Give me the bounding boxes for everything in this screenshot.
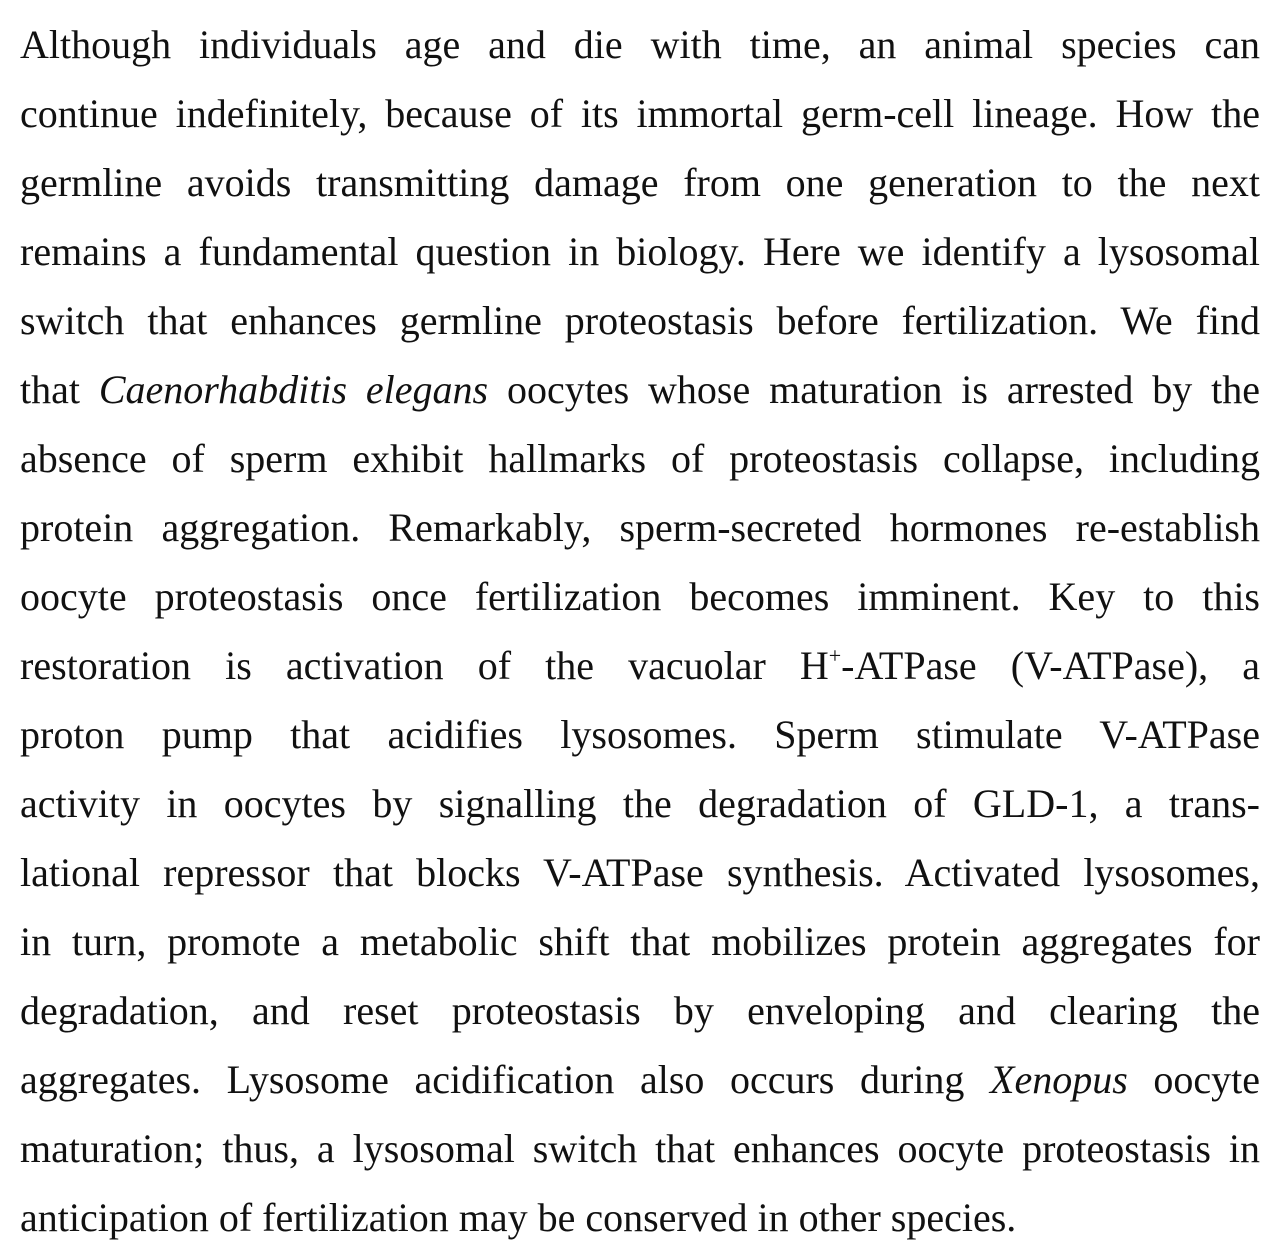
text-line: activity in oocytes by signalling the degradation of GLD-1, a trans-: [20, 781, 1260, 826]
text-line: absence of sperm exhibit hallmarks of proteostasis collapse, including: [20, 436, 1260, 481]
species-name-italic: Caenorhabditis elegans: [98, 367, 489, 412]
text-run: oocyte: [1127, 1057, 1261, 1102]
text-line: degradation, and reset proteostasis by enveloping and clearing the: [20, 988, 1260, 1033]
text-run: aggregates. Lysosome acidification also occurs during: [20, 1057, 991, 1102]
text-line: maturation; thus, a lysosomal switch that enhances oocyte proteostasis in: [20, 1126, 1260, 1171]
text-line: in turn, promote a metabolic shift that mobilizes protein aggregates for: [20, 919, 1260, 964]
text-line: anticipation of fertilization may be conserved in other species.: [20, 1195, 1017, 1240]
text-line: Although individuals age and die with time, an animal species can: [20, 22, 1260, 67]
text-line: [20, 355, 1260, 424]
text-line: [20, 631, 1260, 700]
text-line: continue indefinitely, because of its immortal germ-cell lineage. How the: [20, 91, 1260, 136]
text-line: germline avoids transmitting damage from one generation to the next: [20, 160, 1260, 205]
text-line: proton pump that acidifies lysosomes. Sperm stimulate V-ATPase: [20, 712, 1260, 757]
superscript-plus: +: [828, 643, 842, 668]
text-line: switch that enhances germline proteostasis before fertilization. We find: [20, 298, 1260, 343]
text-line: [20, 1045, 1260, 1114]
abstract-text-block: [20, 0, 1260, 1242]
text-run: that: [20, 367, 99, 412]
text-run: -ATPase (V-ATPase), a: [841, 643, 1260, 688]
text-line: protein aggregation. Remarkably, sperm-secreted hormones re-establish: [20, 505, 1260, 550]
text-line: remains a fundamental question in biology. Here we identify a lysosomal: [20, 229, 1260, 274]
species-name-italic: Xenopus: [990, 1057, 1128, 1102]
text-line: lational repressor that blocks V-ATPase synthesis. Activated lysosomes,: [20, 850, 1260, 895]
text-run: oocytes whose maturation is arrested by the: [488, 367, 1261, 412]
text-run: restoration is activation of the vacuolar H: [20, 643, 829, 688]
text-line: oocyte proteostasis once fertilization becomes imminent. Key to this: [20, 574, 1260, 619]
